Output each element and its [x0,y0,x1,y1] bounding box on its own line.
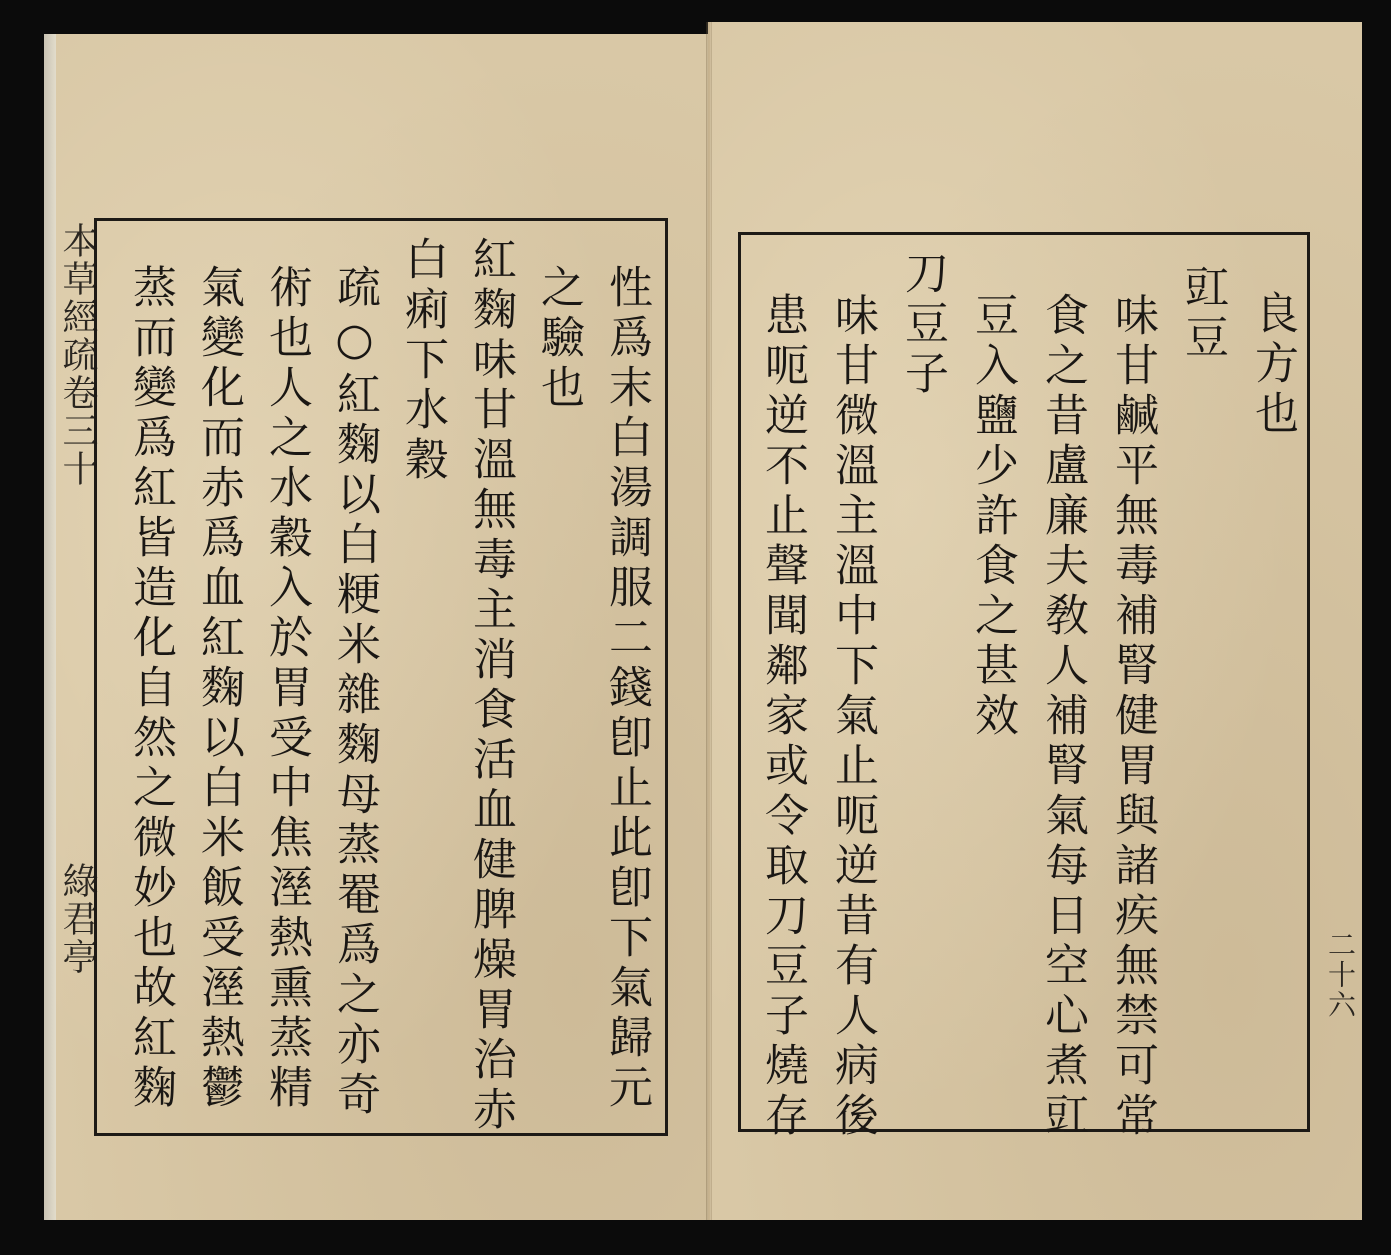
text-column: 良方也 [1247,290,1298,440]
margin-title: 本草經疏卷三十 [57,222,98,488]
text-column: 患呃逆不止聲聞鄰家或令取刀豆子燒存 [757,292,808,1142]
text-column: 豇豆 [1177,264,1228,364]
spine-edge [44,34,56,1220]
text-column: 刀豆子 [897,250,948,400]
text-column: 氣變化而赤爲血紅麴以白米飯受溼熱鬱 [193,264,244,1114]
right-text-frame [738,232,1310,1132]
text-column: 蒸而變爲紅皆造化自然之微妙也故紅麴 [125,264,176,1114]
text-column: 之驗也 [533,264,584,414]
text-column: 性爲末白湯調服二錢卽止此卽下氣歸元 [601,264,652,1114]
page-number: 二十六 [1324,930,1357,1020]
text-column: 豆入鹽少許食之甚效 [967,292,1018,742]
text-column: 術也人之水穀入於胃受中焦溼熱熏蒸精 [261,264,312,1114]
text-column: 食之昔盧廉夫敎人補腎氣每日空心煮豇 [1037,292,1088,1142]
text-column: 白痢下水穀 [397,236,448,486]
text-column: 味甘鹹平無毒補腎健胃與諸疾無禁可常 [1107,292,1158,1142]
page-fold [706,22,712,1220]
text-column: 味甘微溫主溫中下氣止呃逆昔有人病後 [827,292,878,1142]
text-column: 疏○紅麴以白粳米雜麴母蒸罨爲之亦奇 [329,264,380,1121]
margin-publisher: 綠君亭 [57,862,98,976]
text-column: 紅麴味甘溫無毒主消食活血健脾燥胃治赤 [465,236,516,1136]
